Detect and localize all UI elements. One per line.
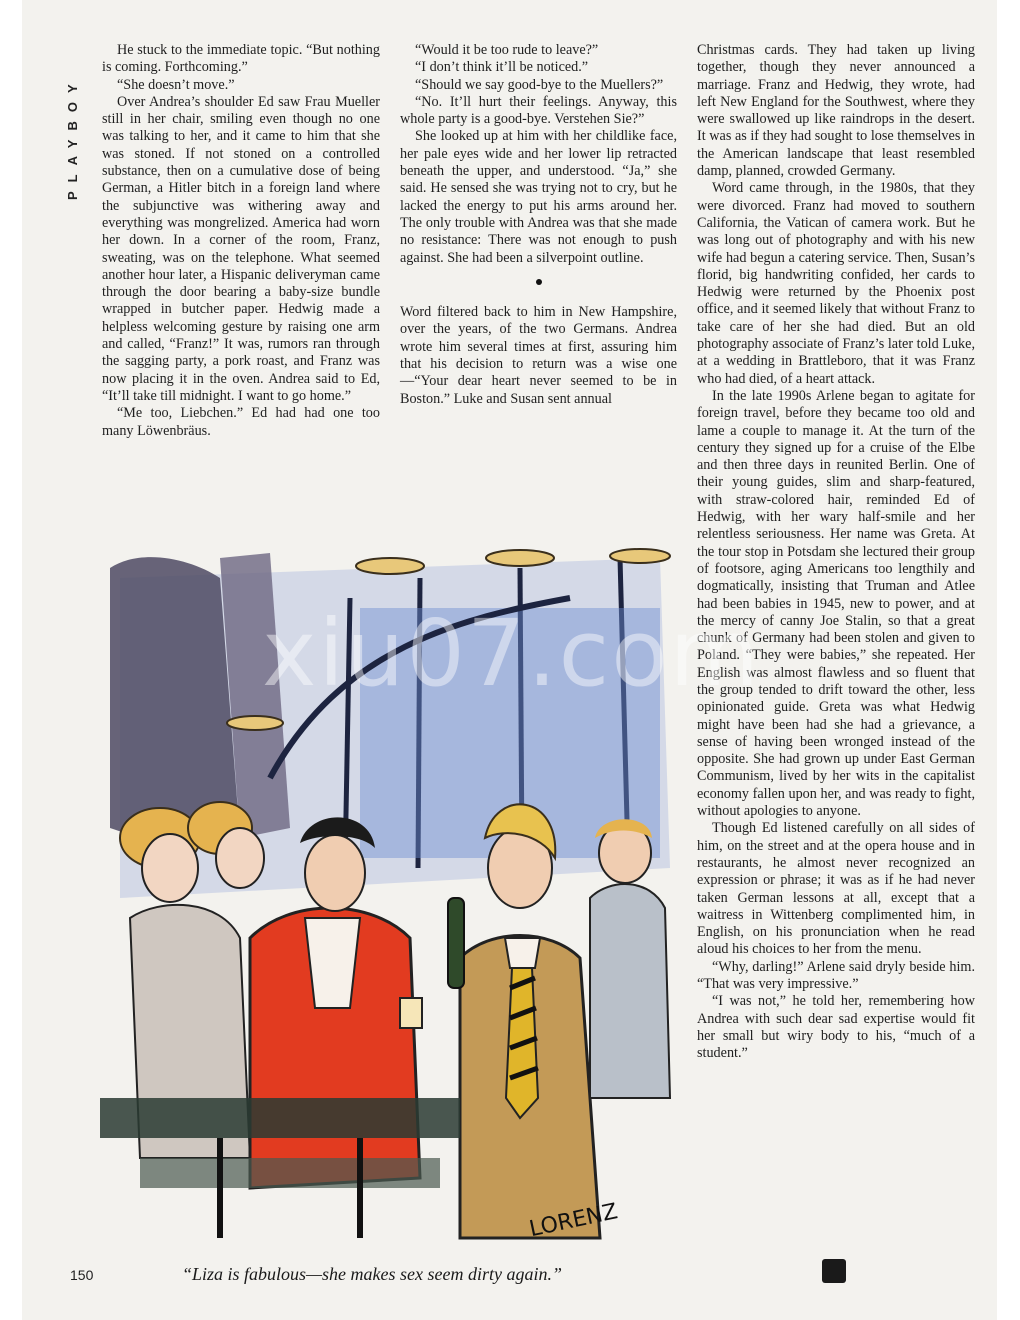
paragraph: “Me too, Liebchen.” Ed had had one too many Löwenbräus. <box>102 405 380 439</box>
text-column-1 <box>102 42 380 440</box>
text-column-3 <box>697 42 975 1063</box>
section-break-bullet <box>400 273 677 290</box>
watermark-text: xiu07.com <box>262 600 762 707</box>
paragraph: Over Andrea’s shoulder Ed saw Frau Mueller still in her chair, smiling even though no one was talking to her, and it came to him that she was stoned. If not stoned on a controlled substance, then on a cumulative dose of being German, a Hitler bitch in a foreign land where the subjunctive was withering away and everything was mongrelized. America had worn her down. In a corner of the room, Franz, sweating, was on the telephone. What seemed another hour later, a Hispanic deliveryman came through the door bearing a baby-size bundle wrapped in butcher paper. Hedwig made a helpless welcoming gesture by raising one arm and called, “Franz!” It was, rumors ran through the sagging party, a pork roast, and Franz was now placing it in the oven. Andrea said to Ed, “It’ll take till midnight. I want to go home.” <box>102 93 380 404</box>
paragraph: “I was not,” he told her, remembering how Andrea with such dear sad expertise would fit her small but wiry body to his, “much of a student.” <box>697 993 975 1062</box>
cartoon-caption: “Liza is fabulous—she makes sex seem dirty again.” <box>182 1264 562 1284</box>
masthead-vertical: PLAYBOY <box>65 75 80 200</box>
paragraph: “She doesn’t move.” <box>117 76 235 93</box>
rabbit-head-icon <box>822 1259 846 1283</box>
paragraph: Christmas cards. They had taken up living together, though they never announced a marriage. Franz and Hedwig, they wrote, had left New England for the Southwest, where they were swallowed up like raindrops in the desert. It was as if they had sought to lose themselves in the American landscape that least resembled damp, planned, crowded Germany. <box>697 42 975 180</box>
text-column-2 <box>400 42 677 408</box>
paragraph: “I don’t think it’ll be noticed.” <box>415 59 589 76</box>
paragraph: Though Ed listened carefully on all sides of him, on the street and at the opera house and in restaurants, he almost never recognized an expression or phrase; it was as if he had never taken German lessons at all, except that a waitress in Wittenberg complimented him, in English, on his pronunciation when he read aloud his choices to her from the menu. <box>697 820 975 958</box>
paragraph: Word filtered back to him in New Hampshire, over the years, of the two Germans. Andrea wrote him several times at first, assuring him that his decision to return was a wise one—“Your dear heart never seemed to be in Boston.” Luke and Susan sent annual <box>400 304 677 407</box>
paragraph: “Would it be too rude to leave?” <box>415 42 599 58</box>
paragraph: She looked up at him with her childlike face, her pale eyes wide and her lower lip retracted beneath the upper, and understood. “Ja,” she said. He sensed she was trying not to cry, but he lacked the energy to put his arms around her. The only trouble with Andrea was that she made no resistance: There was not enough to push against. She had been a silverpoint outline. <box>400 128 677 266</box>
paragraph: In the late 1990s Arlene began to agitate for foreign travel, before they became too old and lame a couple to manage it. At the turn of the century they signed up for a cruise of the Elbe and then three days in reunited Berlin. One of their young guides, slim and sharp-featured, with straw-colored hair, reminded Ed of Hedwig, with her wary half-smile and her relentless seriousness. Her name was Greta. At the tour stop in Potsdam she lectured their group of footsore, aging Americans too lengthily and dogmatically, insisting that Truman and Atlee had been babies in 1945, new to power, and at the mercy of canny Joe Stalin, so that a great chunk of Germany had been stolen and given to Poland. “They were babies,” she repeated. Her English was almost flawless and so fluent that the group tended to drift toward the other, less opinionated guide. Greta was what Hedwig might have been had she had a grievance, a sense of having been wronged instead of the opposite. She had grown up under East German Communism, lived by her wits in the capitalist economy fallen upon her, and was ready to fight, without apologies to anyone. <box>697 387 975 820</box>
page-number: 150 <box>70 1267 94 1283</box>
paragraph: “Why, darling!” Arlene said dryly beside him. “That was very impressive.” <box>697 958 975 993</box>
paragraph: He stuck to the immediate topic. “But nothing is coming. Forthcoming.” <box>102 42 380 76</box>
cartoon-illustration <box>100 538 676 1248</box>
magazine-page <box>22 0 997 1320</box>
artist-signature: LORENZ <box>527 1199 620 1243</box>
paragraph: “Should we say good-bye to the Muellers?” <box>415 76 664 93</box>
paragraph: Word came through, in the 1980s, that they were divorced. Franz had moved to southern California, the Vatican of camera work. But he was long out of photography and with his new wife had begun a catering service. Then, Susan’s florid, big handwriting confided, her cards to Hedwig were returned by the Phoenix post office, and it seemed likely that without Franz to take care of her she had died. But an old photography associate of Franz’s later told Luke, at a wedding in Brattleboro, that it was Franz who had died, of a heart attack. <box>697 180 975 387</box>
paragraph: “No. It’ll hurt their feelings. Anyway, this whole party is a good-bye. Verstehen Sie?” <box>400 93 677 128</box>
